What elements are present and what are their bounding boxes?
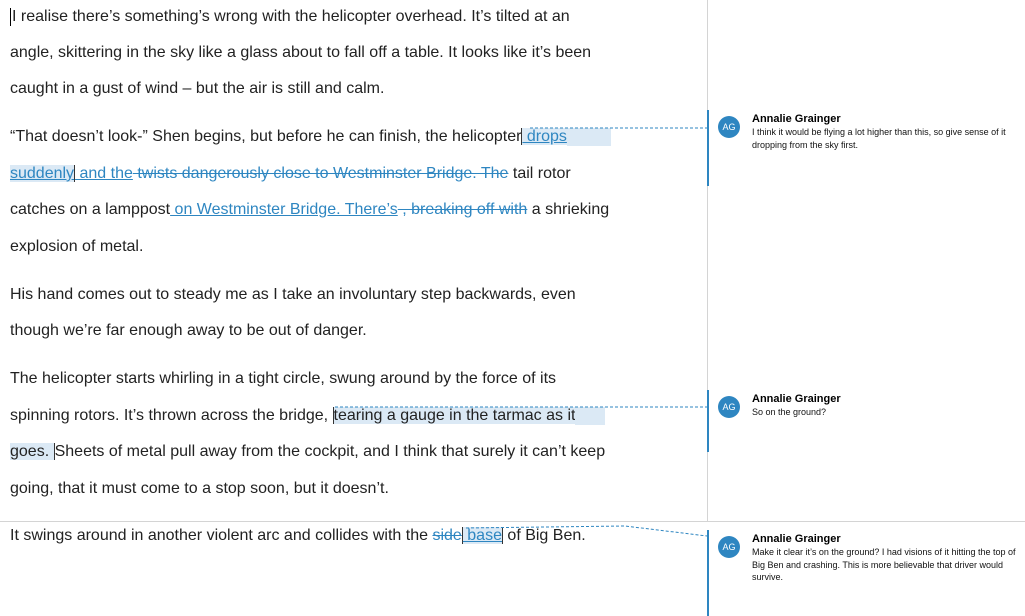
text-segment: though we’re far enough away to be out of danger. — [10, 322, 367, 339]
text-segment: The helicopter starts whirling in a tight circle, swung around by the force of its — [10, 370, 557, 387]
comment-author: Annalie Grainger — [752, 533, 841, 545]
inserted-text[interactable]: suddenly — [10, 165, 75, 182]
deleted-text[interactable]: twists dangerously close to Westminster Bridge. The — [132, 165, 509, 182]
comment-text[interactable]: I think it would be flying a lot higher than this, so give sense of it dropping from the sky first. — [752, 127, 1006, 150]
text-segment: spinning rotors. It’s thrown across the bridge, — [10, 407, 333, 424]
text-segment: explosion of metal. — [10, 238, 144, 255]
text-segment: angle, skittering in the sky like a glass about to fall off a table. It looks like it’s been — [10, 44, 592, 61]
avatar: AG — [718, 536, 740, 558]
comment-balloon[interactable] — [707, 110, 1025, 186]
comment-author: Annalie Grainger — [752, 113, 841, 125]
comment-text[interactable]: Make it clear it’s on the ground? I had visions of it hitting the top of Big Ben and crashing. This is more believable that driver would survive. — [752, 547, 1016, 582]
comment-author: Annalie Grainger — [752, 393, 841, 405]
comment-balloon[interactable] — [707, 530, 1025, 616]
text-segment: His hand comes out to steady me as I take an involuntary step backwards, even — [10, 286, 576, 303]
comment-bar — [707, 530, 709, 616]
commented-text[interactable]: goes. — [10, 443, 54, 460]
inserted-text[interactable]: on Westminster Bridge. There’s — [170, 201, 398, 218]
inserted-text[interactable]: and the — [75, 165, 133, 182]
inserted-text[interactable]: base — [462, 527, 502, 544]
avatar: AG — [718, 116, 740, 138]
comment-bar — [707, 390, 709, 452]
text-segment: tail rotor — [508, 165, 571, 182]
text-segment: I realise there’s something’s wrong with the helicopter overhead. It’s tilted at an — [12, 8, 570, 25]
text-segment: It swings around in another violent arc and collides with the — [10, 527, 433, 544]
text-segment: a shrieking — [527, 201, 610, 218]
text-segment: of Big Ben. — [502, 527, 586, 544]
comment-bar — [707, 110, 709, 186]
text-segment: caught in a gust of wind – but the air is still and calm. — [10, 80, 385, 97]
text-segment: going, that it must come to a stop soon, but it doesn’t. — [10, 480, 389, 497]
deleted-text[interactable]: side — [432, 527, 462, 544]
comment-connector-line — [466, 526, 707, 536]
inserted-text[interactable]: drops — [522, 128, 567, 145]
commented-text[interactable]: tearing a gauge in the tarmac as it — [333, 407, 576, 424]
comment-text[interactable]: So on the ground? — [752, 407, 827, 417]
text-segment: Sheets of metal pull away from the cockpit, and I think that surely it can’t keep — [54, 443, 606, 460]
avatar: AG — [718, 396, 740, 418]
deleted-text[interactable]: , breaking off with — [397, 201, 528, 218]
text-segment: catches on a lamppost — [10, 201, 171, 218]
text-segment: “That doesn’t look-” Shen begins, but before he can finish, the helicopter — [10, 128, 522, 145]
comment-balloon[interactable] — [707, 390, 1025, 452]
